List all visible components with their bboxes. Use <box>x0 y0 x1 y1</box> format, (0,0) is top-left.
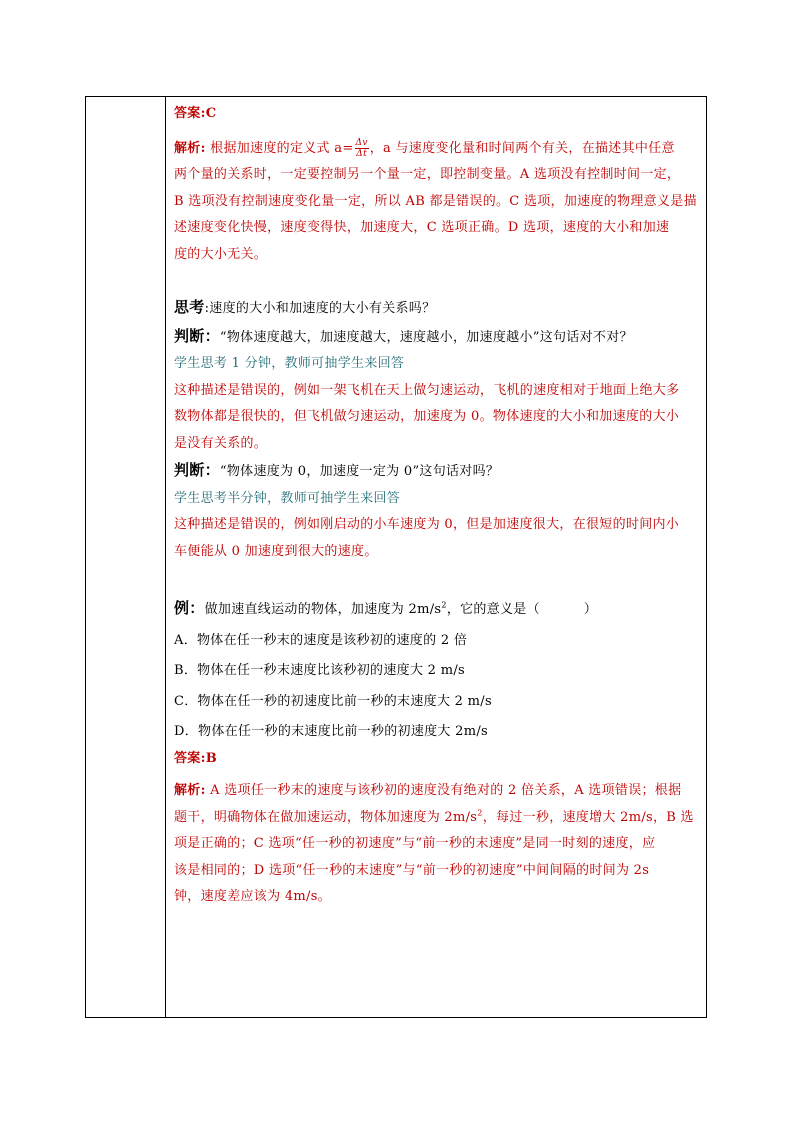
judge1-explain-2: 数物体都是很快的，但飞机做匀速运动，加速度为 0。物体速度的大小和加速度的大小 <box>174 409 680 424</box>
judge1-text: “物体速度越大，加速度越大，速度越小，加速度越小”这句话对不对？ <box>219 329 633 345</box>
option-a: A．物体在任一秒末的速度是该秒初的速度的 2 倍 <box>174 632 468 648</box>
example-analysis-line-5: 钟，速度差应该为 4m/s。 <box>174 889 331 904</box>
judge2-text: “物体速度为 0，加速度一定为 0”这句话对吗？ <box>219 464 500 479</box>
example-stem-b: ，它的意义是（ <box>446 602 540 617</box>
example-stem-c: ） <box>583 602 598 617</box>
analysis-line-2: 两个量的关系时，一定要控制另一个量一定，即控制变量。A 选项没有控制时间一定， <box>174 167 681 182</box>
option-c: C．物体在任一秒的初速度比前一秒的末速度大 2 m/s <box>174 693 492 709</box>
option-d: D．物体在任一秒的末速度比前一秒的初速度大 2m/s <box>174 724 489 739</box>
example-analysis-line-2 <box>174 805 702 832</box>
judge2-label: 判断： <box>174 461 220 479</box>
table-content-cell <box>174 101 702 911</box>
example-analysis-text-2b: ，每过一秒，速度增大 2m/s，B 选 <box>482 809 694 825</box>
analysis-text-1a: 根据加速度的定义式 a= <box>210 140 354 156</box>
analysis-line-3: B 选项没有控制速度变化量一定，所以 AB 都是错误的。C 选项，加速度的物理意义是描 <box>174 193 697 209</box>
judge1-label: 判断： <box>174 326 220 345</box>
example-analysis-line-3: 项是正确的；C 选项“任一秒的初速度”与“前一秒的末速度”是同一时刻的速度，应 <box>174 836 656 851</box>
fraction-denominator: Δt <box>356 148 367 159</box>
judge2-explain-1: 这种描述是错误的，例如刚启动的小车速度为 0，但是加速度很大，在很短的时间内小 <box>174 517 680 532</box>
example-analysis-text-2a: 题干，明确物体在做加速运动，物体加速度为 2m/s <box>174 809 478 825</box>
judge2-explain-2: 车便能从 0 加速度到很大的速度。 <box>174 543 378 559</box>
fraction-numerator: Δv <box>355 137 368 148</box>
judge1-explain-1: 这种描述是错误的，例如一架飞机在天上做匀速运动，飞机的速度相对于地面上绝大多 <box>174 382 680 398</box>
example-label: 例： <box>174 599 205 617</box>
option-b: B．物体在任一秒末速度比该秒初的速度大 2 m/s <box>174 663 465 678</box>
judge2-hint: 学生思考半分钟，教师可抽学生来回答 <box>174 490 401 506</box>
example-analysis-line-4: 该是相同的；D 选项“任一秒的末速度”与“前一秒的初速度”中间间隔的时间为 2s <box>174 862 650 878</box>
example-answer-value: B <box>205 750 217 766</box>
example-answer-line <box>174 746 702 773</box>
example-analysis-label: 解析: <box>174 783 206 798</box>
judge1-hint: 学生思考 1 分钟，教师可抽学生来回答 <box>174 356 405 371</box>
content-table <box>85 96 707 1018</box>
answer-value: C <box>205 106 217 121</box>
analysis-line-1 <box>174 136 702 163</box>
answer-line-1 <box>174 101 702 128</box>
example-stem <box>174 595 702 624</box>
table-left-column <box>86 97 166 1017</box>
judge1-explain-3: 是没有关系的。 <box>174 435 268 451</box>
analysis-line-4: 述速度变化快慢，速度变得快，加速度大，C 选项正确。D 选项，速度的大小和加速 <box>174 220 670 235</box>
example-analysis-sup: 2 <box>477 808 483 818</box>
think-label: 思考 <box>174 298 205 316</box>
analysis-text-1b: ，a 与速度变化量和时间两个有关，在描述其中任意 <box>369 140 675 156</box>
example-analysis-line-1 <box>174 778 702 805</box>
example-stem-a: 做加速直线运动的物体，加速度为 2m/s <box>204 602 442 617</box>
example-answer-label: 答案: <box>174 750 206 766</box>
analysis-label: 解析: <box>174 140 206 156</box>
think-line <box>174 294 702 323</box>
judge2-line <box>174 457 702 486</box>
example-stem-sup: 2 <box>441 600 447 610</box>
think-text: :速度的大小和加速度的大小有关系吗？ <box>204 301 436 316</box>
example-analysis-text-1: A 选项任一秒末的速度与该秒初的速度没有绝对的 2 倍关系，A 选项错误；根据 <box>205 783 682 798</box>
acceleration-fraction <box>355 138 369 159</box>
judge1-line <box>174 323 702 352</box>
analysis-line-5: 度的大小无关。 <box>174 246 268 262</box>
answer-label: 答案: <box>174 106 206 121</box>
